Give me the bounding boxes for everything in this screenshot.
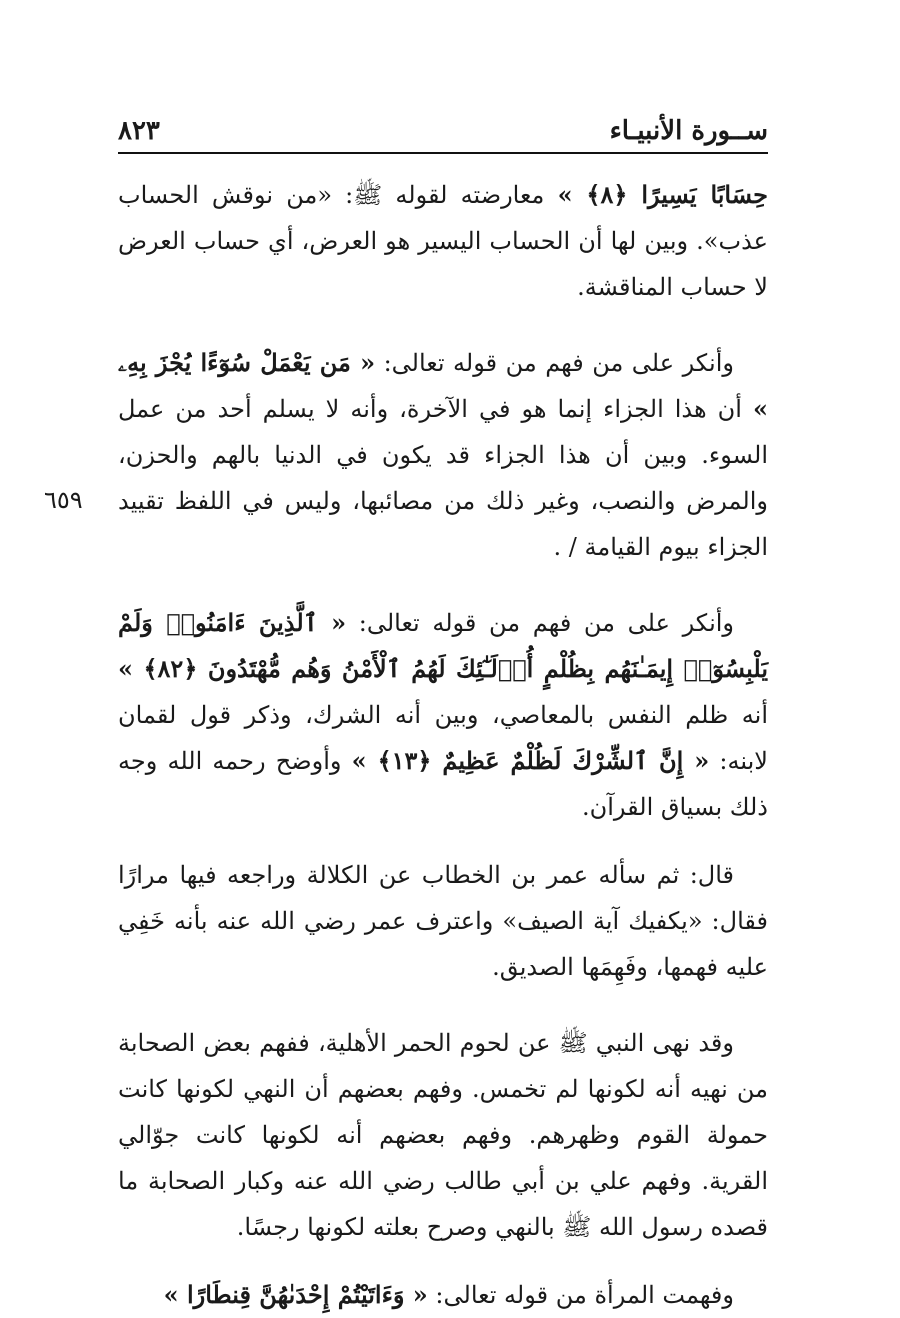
paragraph-2 [118,340,768,570]
paragraph-gap [118,570,768,600]
paragraph-gap [118,1250,768,1272]
paragraph-3 [118,600,768,830]
quran-verse: « إِنَّ ٱلشِّرْكَ لَظُلْمٌ عَظِيمٌ ﴿١٣﴾ » [351,746,710,775]
quran-verse: « ٱلَّذِينَ ءَامَنُوا۟ وَلَمْ يَلْبِسُوٓا۟ إِيمَـٰنَهُم بِظُلْمٍ أُو۟لَـٰٓئِكَ لَهُمُ ٱلْأَمْنُ وَهُم مُّهْتَدُونَ ﴿٨٢﴾ » [118,608,769,683]
quran-verse: حِسَابًا يَسِيرًا ﴿٨﴾ » [557,180,768,209]
page-number: ٨٢٣ [118,116,160,146]
paragraph-text: وأنكر على من فهم من قوله تعالى: [375,349,734,377]
paragraph-text: وأوضح رحمه الله وجه ذلك بسياق القرآن. [118,747,768,821]
paragraph-text: قال: ثم سأله عمر بن الخطاب عن الكلالة وراجعه فيها مرارًا فقال: «يكفيك آية الصيف» واعترف عمر رضي الله عنه بأنه خَفِي عليه فهمها، وفَهِمَها الصديق. [118,861,768,981]
surah-title: ســورة الأنبيـاء [609,116,768,146]
paragraph-6 [118,1272,768,1318]
paragraph-gap [118,830,768,852]
quran-verse: « مَن يَعْمَلْ سُوٓءًا يُجْزَ بِهِۦ » [118,348,768,423]
quran-verse: « وَءَاتَيْتُمْ إِحْدَىٰهُنَّ قِنطَارًا » [163,1280,428,1309]
paragraph-gap [118,990,768,1020]
paragraph-text: أن هذا الجزاء إنما هو في الآخرة، وأنه لا يسلم أحد من عمل السوء. وبين أن هذا الجزاء قد يكون في الدنيا بالهم والحزن، والمرض والنصب، وغير ذلك من مصائبها، وليس في اللفظ تقييد الجزاء بيوم القيامة / . [118,395,768,561]
paragraph-text: أنه ظلم النفس بالمعاصي، وبين أنه الشرك، وذكر قول لقمان لابنه: [118,701,768,775]
page-body [118,172,768,1318]
paragraph-4 [118,852,768,990]
margin-page-number: ٦٥٩ [44,486,83,514]
paragraph-text: وفهمت المرأة من قوله تعالى: [427,1281,734,1309]
page-header [118,112,768,154]
paragraph-text: معارضته لقوله ﷺ: «من نوقش الحساب عذب». وبين لها أن الحساب اليسير هو العرض، أي حساب العرض لا حساب المناقشة. [118,181,768,301]
paragraph-gap [118,310,768,340]
paragraph-1 [118,172,768,310]
paragraph-text: وقد نهى النبي ﷺ عن لحوم الحمر الأهلية، ففهم بعض الصحابة من نهيه أنه لكونها لم تخمس. وفهم بعضهم أن النهي لكونها كانت حمولة القوم وظهرهم. وفهم بعضهم أنه لكونها كانت جوّالي القرية. وفهم علي بن أبي طالب رضي الله عنه وكبار الصحابة ما قصده رسول الله ﷺ بالنهي وصرح بعلته لكونها رجسًا. [118,1029,768,1241]
paragraph-text: وأنكر على من فهم من قوله تعالى: [346,609,735,637]
paragraph-5 [118,1020,768,1250]
